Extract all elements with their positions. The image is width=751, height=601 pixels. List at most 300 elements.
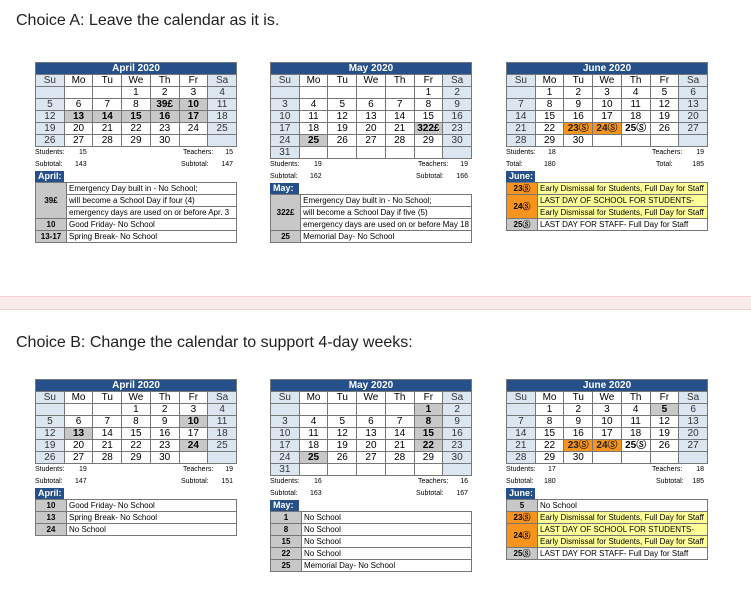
day-cell: 13 — [357, 111, 386, 123]
day-cell: 10 — [179, 416, 208, 428]
subtotal-right: 185 — [692, 161, 704, 168]
day-cell: 28 — [385, 135, 414, 147]
day-header: Th — [150, 75, 179, 87]
day-cell: 24Ⓢ — [593, 440, 622, 452]
choice-b-heading: Choice B: Change the calendar to support 4-day weeks: — [16, 334, 413, 351]
day-cell: 18 — [621, 428, 650, 440]
day-cell: 2 — [564, 87, 593, 99]
day-cell: 9 — [150, 416, 179, 428]
day-header: Sa — [443, 392, 472, 404]
day-cell: 28 — [507, 135, 536, 147]
note-text: emergency days are used on or before May 18 — [301, 219, 472, 231]
day-cell: 24 — [179, 123, 208, 135]
day-header: Mo — [299, 392, 328, 404]
day-cell: 2 — [150, 87, 179, 99]
month-title: April 2020 — [36, 63, 237, 75]
calendar-grid — [506, 62, 708, 147]
note-text: will become a School Day if four (4) — [67, 195, 237, 207]
students-count: 17 — [548, 466, 556, 473]
students-count: 18 — [548, 149, 556, 156]
day-cell: 22 — [122, 440, 151, 452]
day-cell: 28 — [385, 452, 414, 464]
note-key: 39£ — [36, 183, 67, 219]
day-cell: 21 — [385, 123, 414, 135]
day-header: Su — [271, 392, 300, 404]
day-cell: 10 — [179, 99, 208, 111]
stats-block — [506, 464, 708, 488]
note-text: No School — [302, 512, 472, 524]
day-cell: 7 — [507, 99, 536, 111]
day-header: Tu — [564, 392, 593, 404]
teachers-count: 19 — [225, 466, 233, 473]
day-cell: 2 — [150, 404, 179, 416]
day-cell: 18 — [208, 111, 237, 123]
day-header: Sa — [208, 75, 237, 87]
day-cell: 12 — [650, 99, 679, 111]
day-cell — [328, 404, 357, 416]
day-cell: 9 — [443, 416, 472, 428]
day-cell: 27 — [357, 452, 386, 464]
day-cell — [299, 404, 328, 416]
day-cell: 30 — [443, 452, 472, 464]
day-cell: 30 — [564, 452, 593, 464]
notes-table — [35, 182, 237, 243]
subtotal-label-left: Subtotal: — [35, 478, 63, 485]
day-cell: 20 — [679, 111, 708, 123]
subtotal-label-left: Subtotal: — [270, 173, 298, 180]
day-cell: 22 — [535, 440, 564, 452]
teachers-count: 19 — [460, 161, 468, 168]
day-cell: 7 — [507, 416, 536, 428]
stats-block — [35, 147, 237, 171]
day-cell: 9 — [564, 99, 593, 111]
note-text: LAST DAY FOR STAFF- Full Day for Staff — [538, 219, 708, 231]
day-cell: 14 — [93, 428, 122, 440]
note-key: 13-17 — [36, 231, 67, 243]
note-key: 322£ — [271, 195, 301, 231]
day-cell — [507, 87, 536, 99]
day-cell: 3 — [271, 416, 300, 428]
note-text: Emergency Day built in - No School; — [301, 195, 472, 207]
day-cell: 24 — [179, 440, 208, 452]
subtotal-label-left: Subtotal: — [35, 161, 63, 168]
day-cell: 29 — [122, 452, 151, 464]
day-cell: 23 — [443, 123, 472, 135]
day-cell — [328, 464, 357, 476]
day-cell — [621, 452, 650, 464]
day-cell: 13 — [679, 99, 708, 111]
day-cell: 13 — [679, 416, 708, 428]
day-cell — [414, 464, 443, 476]
day-cell — [299, 147, 328, 159]
subtotal-left: 162 — [310, 173, 322, 180]
subtotal-right: 166 — [456, 173, 468, 180]
note-key: 23Ⓢ — [507, 512, 538, 524]
note-key: 10 — [36, 500, 67, 512]
day-cell: 14 — [385, 428, 414, 440]
note-text: Early Dismissal for Students, Full Day for Staff — [538, 183, 708, 195]
day-cell — [271, 404, 300, 416]
day-cell: 18 — [621, 111, 650, 123]
day-cell: 30 — [564, 135, 593, 147]
day-cell — [385, 464, 414, 476]
day-cell: 24 — [271, 452, 300, 464]
day-cell: 1 — [122, 404, 151, 416]
day-cell: 3 — [179, 87, 208, 99]
day-cell: 15 — [122, 111, 151, 123]
day-cell: 25 — [299, 135, 328, 147]
day-header: Su — [36, 392, 65, 404]
day-header: Fr — [650, 75, 679, 87]
subtotal-left: 147 — [75, 478, 87, 485]
day-cell: 24 — [271, 135, 300, 147]
day-cell: 18 — [299, 440, 328, 452]
day-header: Sa — [679, 392, 708, 404]
day-header: Su — [271, 75, 300, 87]
day-cell: 23 — [150, 123, 179, 135]
day-cell — [357, 147, 386, 159]
stats-block — [270, 159, 472, 183]
day-header: Tu — [328, 392, 357, 404]
teachers-count: 19 — [696, 149, 704, 156]
day-cell: 11 — [208, 416, 237, 428]
teachers-label: Teachers: — [652, 149, 683, 156]
notes-table — [270, 194, 472, 243]
day-cell: 1 — [414, 404, 443, 416]
subtotal-right: 185 — [692, 478, 704, 485]
day-cell: 17 — [179, 111, 208, 123]
day-cell: 28 — [93, 135, 122, 147]
day-cell: 1 — [535, 87, 564, 99]
note-text: Memorial Day- No School — [301, 231, 472, 243]
day-cell: 7 — [385, 416, 414, 428]
month-title: June 2020 — [507, 380, 708, 392]
day-cell: 26 — [650, 123, 679, 135]
day-cell: 23Ⓢ — [564, 123, 593, 135]
students-count: 16 — [314, 478, 322, 485]
calendar-a-april — [35, 62, 237, 243]
calendar-b-april — [35, 379, 237, 536]
note-text: Early Dismissal for Students, Full Day for Staff — [538, 207, 708, 219]
day-cell: 25 — [208, 440, 237, 452]
teachers-count: 18 — [696, 466, 704, 473]
day-cell: 16 — [150, 428, 179, 440]
day-cell — [593, 135, 622, 147]
day-cell: 7 — [93, 99, 122, 111]
calendar-a-june — [506, 62, 708, 231]
day-cell: 8 — [414, 416, 443, 428]
month-title: June 2020 — [507, 63, 708, 75]
day-cell — [64, 87, 93, 99]
note-text: No School — [302, 536, 472, 548]
stats-block — [270, 476, 472, 500]
subtotal-label-right: Subtotal: — [416, 173, 444, 180]
teachers-count: 15 — [225, 149, 233, 156]
day-cell — [271, 87, 300, 99]
subtotal-label-right: Total: — [656, 161, 673, 168]
students-label: Students: — [35, 466, 65, 473]
day-cell: 12 — [36, 428, 65, 440]
day-cell: 21 — [385, 440, 414, 452]
note-key: 24Ⓢ — [507, 195, 538, 219]
day-cell: 19 — [328, 123, 357, 135]
day-cell — [621, 135, 650, 147]
day-cell: 3 — [593, 404, 622, 416]
day-cell: 16 — [564, 111, 593, 123]
day-cell: 19 — [36, 123, 65, 135]
stats-block — [506, 147, 708, 171]
day-header: Tu — [93, 392, 122, 404]
day-header: Mo — [299, 75, 328, 87]
day-cell: 26 — [328, 452, 357, 464]
day-cell: 5 — [36, 416, 65, 428]
subtotal-right: 167 — [456, 490, 468, 497]
day-cell: 25Ⓢ — [621, 123, 650, 135]
note-text: LAST DAY OF SCHOOL FOR STUDENTS- — [538, 524, 708, 536]
students-label: Students: — [506, 149, 536, 156]
day-cell: 17 — [271, 123, 300, 135]
day-cell: 8 — [414, 99, 443, 111]
day-cell: 11 — [299, 428, 328, 440]
day-cell: 19 — [650, 428, 679, 440]
day-cell — [179, 452, 208, 464]
calendar-b-may — [270, 379, 472, 572]
day-cell: 14 — [385, 111, 414, 123]
subtotal-left: 143 — [75, 161, 87, 168]
day-cell — [679, 452, 708, 464]
day-cell: 5 — [650, 87, 679, 99]
note-text: Spring Break- No School — [67, 231, 237, 243]
day-header: We — [593, 75, 622, 87]
day-cell: 27 — [64, 135, 93, 147]
students-label: Students: — [270, 161, 300, 168]
day-cell: 19 — [328, 440, 357, 452]
day-cell — [385, 404, 414, 416]
day-cell: 20 — [64, 123, 93, 135]
students-count: 19 — [79, 466, 87, 473]
day-cell: 30 — [150, 452, 179, 464]
month-title: May 2020 — [271, 63, 472, 75]
note-key: 22 — [271, 548, 302, 560]
day-cell: 6 — [357, 99, 386, 111]
day-cell: 2 — [564, 404, 593, 416]
day-cell: 14 — [507, 111, 536, 123]
day-cell: 3 — [271, 99, 300, 111]
subtotal-right: 151 — [221, 478, 233, 485]
day-cell: 2 — [443, 87, 472, 99]
note-text: will become a School Day if five (5) — [301, 207, 472, 219]
day-cell: 4 — [621, 404, 650, 416]
students-label: Students: — [270, 478, 300, 485]
day-cell: 17 — [271, 440, 300, 452]
day-cell: 15 — [535, 111, 564, 123]
day-header: Tu — [93, 75, 122, 87]
day-cell — [208, 135, 237, 147]
day-cell: 30 — [150, 135, 179, 147]
day-cell: 29 — [414, 135, 443, 147]
subtotal-left: 180 — [544, 161, 556, 168]
day-cell: 16 — [564, 428, 593, 440]
day-cell: 16 — [443, 428, 472, 440]
day-cell: 22 — [122, 123, 151, 135]
day-header: Tu — [564, 75, 593, 87]
day-cell: 22 — [414, 440, 443, 452]
day-cell: 10 — [271, 428, 300, 440]
day-cell: 13 — [64, 111, 93, 123]
note-key: 5 — [507, 500, 538, 512]
day-cell: 17 — [593, 428, 622, 440]
choice-a-heading: Choice A: Leave the calendar as it is. — [16, 12, 280, 29]
day-header: Th — [621, 75, 650, 87]
day-cell — [650, 135, 679, 147]
day-header: Sa — [443, 75, 472, 87]
day-cell: 18 — [208, 428, 237, 440]
day-cell: 2 — [443, 404, 472, 416]
note-key: 25Ⓢ — [507, 219, 538, 231]
day-header: Mo — [535, 392, 564, 404]
day-cell: 31 — [271, 464, 300, 476]
day-cell — [357, 87, 386, 99]
note-text: Early Dismissal for Students, Full Day for Staff — [538, 536, 708, 548]
day-cell: 19 — [650, 111, 679, 123]
note-key: 25 — [271, 560, 302, 572]
day-header: Su — [507, 75, 536, 87]
calendar-grid — [506, 379, 708, 464]
day-cell: 28 — [507, 452, 536, 464]
day-header: Sa — [679, 75, 708, 87]
day-cell: 39£ — [150, 99, 179, 111]
day-cell: 8 — [535, 416, 564, 428]
day-cell — [507, 404, 536, 416]
note-key: 25Ⓢ — [507, 548, 538, 560]
teachers-label: Teachers: — [418, 478, 449, 485]
day-header: We — [122, 75, 151, 87]
month-title: April 2020 — [36, 380, 237, 392]
day-cell: 13 — [64, 428, 93, 440]
note-text: Memorial Day- No School — [302, 560, 472, 572]
day-cell: 20 — [357, 123, 386, 135]
calendar-grid — [270, 379, 472, 476]
day-cell: 12 — [650, 416, 679, 428]
day-cell: 1 — [122, 87, 151, 99]
day-header: We — [357, 75, 386, 87]
note-key: 8 — [271, 524, 302, 536]
day-cell: 23Ⓢ — [564, 440, 593, 452]
day-header: Th — [621, 392, 650, 404]
day-cell — [179, 135, 208, 147]
day-cell: 27 — [679, 123, 708, 135]
day-header: Th — [385, 75, 414, 87]
day-cell: 15 — [414, 111, 443, 123]
day-cell — [299, 87, 328, 99]
day-cell: 4 — [621, 87, 650, 99]
day-cell: 31 — [271, 147, 300, 159]
day-cell: 30 — [443, 135, 472, 147]
month-notes-label: May: — [270, 183, 299, 194]
section-divider — [0, 296, 751, 310]
day-cell — [64, 404, 93, 416]
calendar-a-may — [270, 62, 472, 243]
note-text: No School — [538, 500, 708, 512]
day-header: Mo — [64, 392, 93, 404]
notes-table — [35, 499, 237, 536]
day-cell — [650, 452, 679, 464]
note-text: No School — [302, 524, 472, 536]
day-cell: 9 — [564, 416, 593, 428]
day-cell — [328, 147, 357, 159]
note-text: Good Friday- No School — [67, 500, 237, 512]
day-cell — [36, 404, 65, 416]
month-notes-label: May: — [270, 500, 299, 511]
day-cell: 29 — [535, 135, 564, 147]
day-cell — [443, 464, 472, 476]
day-cell: 5 — [36, 99, 65, 111]
day-cell: 29 — [122, 135, 151, 147]
note-text: Early Dismissal for Students, Full Day for Staff — [538, 512, 708, 524]
day-cell: 3 — [179, 404, 208, 416]
day-header: Sa — [208, 392, 237, 404]
day-header: We — [122, 392, 151, 404]
day-header: We — [357, 392, 386, 404]
note-key: 13 — [36, 512, 67, 524]
day-cell: 23 — [150, 440, 179, 452]
day-cell: 16 — [443, 111, 472, 123]
day-cell — [385, 87, 414, 99]
subtotal-right: 147 — [221, 161, 233, 168]
note-text: Good Friday- No School — [67, 219, 237, 231]
day-cell: 8 — [122, 99, 151, 111]
note-key: 1 — [271, 512, 302, 524]
day-cell: 24Ⓢ — [593, 123, 622, 135]
day-cell: 12 — [328, 111, 357, 123]
subtotal-label-right: Subtotal: — [181, 161, 209, 168]
day-cell: 4 — [208, 404, 237, 416]
day-cell: 21 — [93, 440, 122, 452]
day-cell: 19 — [36, 440, 65, 452]
day-cell: 14 — [93, 111, 122, 123]
day-cell: 10 — [593, 416, 622, 428]
notes-table — [506, 499, 708, 560]
day-cell: 22 — [535, 123, 564, 135]
day-cell: 12 — [36, 111, 65, 123]
note-key: 25 — [271, 231, 301, 243]
day-cell: 3 — [593, 87, 622, 99]
day-cell: 29 — [414, 452, 443, 464]
day-header: Th — [385, 392, 414, 404]
day-cell: 20 — [679, 428, 708, 440]
day-cell: 5 — [328, 416, 357, 428]
subtotal-label-right: Subtotal: — [416, 490, 444, 497]
note-key: 24Ⓢ — [507, 524, 538, 548]
day-cell — [208, 452, 237, 464]
day-cell: 17 — [179, 428, 208, 440]
month-title: May 2020 — [271, 380, 472, 392]
day-header: Fr — [414, 392, 443, 404]
note-text: Emergency Day built in - No School; — [67, 183, 237, 195]
day-cell — [593, 452, 622, 464]
teachers-label: Teachers: — [418, 161, 449, 168]
calendar-grid — [35, 62, 237, 147]
calendar-grid — [270, 62, 472, 159]
day-cell — [414, 147, 443, 159]
day-cell: 322£ — [414, 123, 443, 135]
day-cell: 28 — [93, 452, 122, 464]
day-cell: 15 — [414, 428, 443, 440]
day-cell: 15 — [122, 428, 151, 440]
day-header: Mo — [64, 75, 93, 87]
day-header: Mo — [535, 75, 564, 87]
day-cell: 6 — [357, 416, 386, 428]
